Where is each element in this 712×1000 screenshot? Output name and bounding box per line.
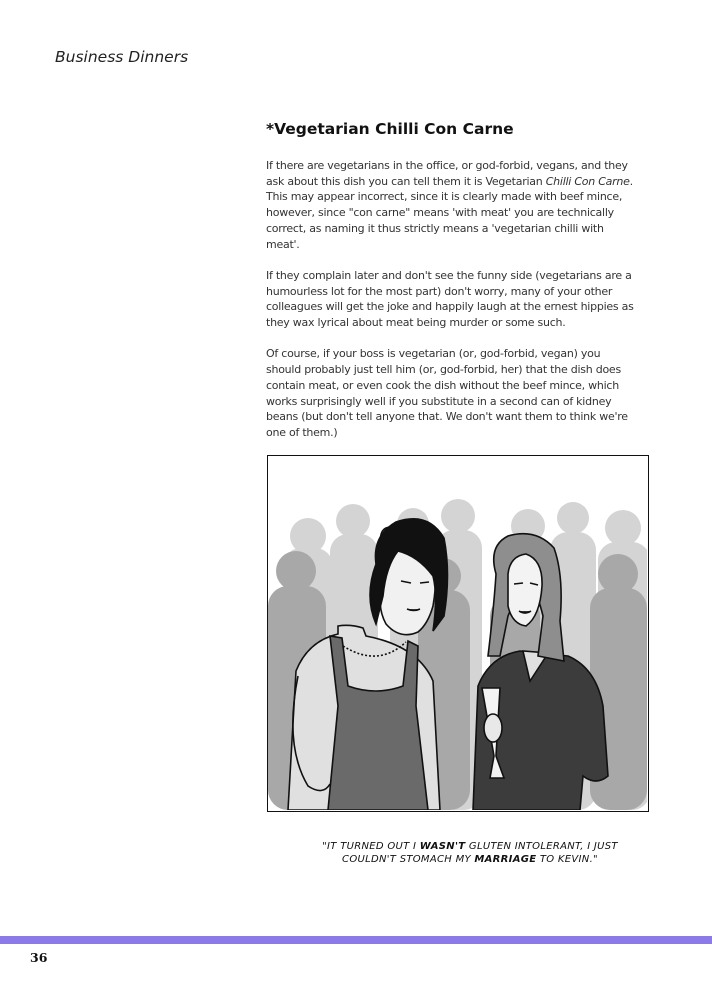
comic-panel-illustration [267, 455, 649, 812]
paragraph-1 [266, 158, 636, 252]
footer-bar [0, 936, 712, 944]
caption-emphasis-2: MARRIAGE [474, 854, 537, 865]
dish-name-italic: Chilli Con Carne [545, 174, 630, 188]
paragraph-1-text-b: . This may appear incorrect, since it is clearly made with beef mince, however, since "con carne" means 'with meat' you are technically correct, as naming it thus strictly means a 'vegetarian chilli with meat'. [266, 174, 633, 251]
comic-caption [320, 840, 620, 866]
caption-emphasis-1: WASN'T [419, 841, 466, 852]
two-women-at-party-illustration [268, 456, 647, 810]
running-head: Business Dinners [55, 48, 189, 66]
article-title: *Vegetarian Chilli Con Carne [266, 120, 514, 138]
caption-text-3: TO KEVIN." [536, 854, 598, 865]
article [266, 120, 636, 456]
caption-text-2: GLUTEN INTOLERANT, I JUST COULDN'T STOMACH MY [342, 841, 618, 865]
page-number: 36 [30, 950, 48, 965]
paragraph-1-text-a: If there are vegetarians in the office, or god-forbid, vegans, and they ask about this dish you can tell them it is Vegetarian [266, 159, 628, 188]
paragraph-3: Of course, if your boss is vegetarian (or, god-forbid, vegan) you should probably just tell him (or, god-forbid, her) that the dish does contain meat, or even cook the dish without the beef mince, which works surprisingly well if you substitute in a second can of kidney beans (but don't tell anyone that. We don't want them to think we're one of them.) [266, 347, 628, 439]
paragraph-2: If they complain later and don't see the funny side (vegetarians are a humourless lot for the most part) don't worry, many of your other colleagues will get the joke and happily laugh at the ernest hippies as they wax lyrical about meat being murder or some such. [266, 268, 634, 330]
caption-text-1: "IT TURNED OUT I [322, 841, 420, 852]
